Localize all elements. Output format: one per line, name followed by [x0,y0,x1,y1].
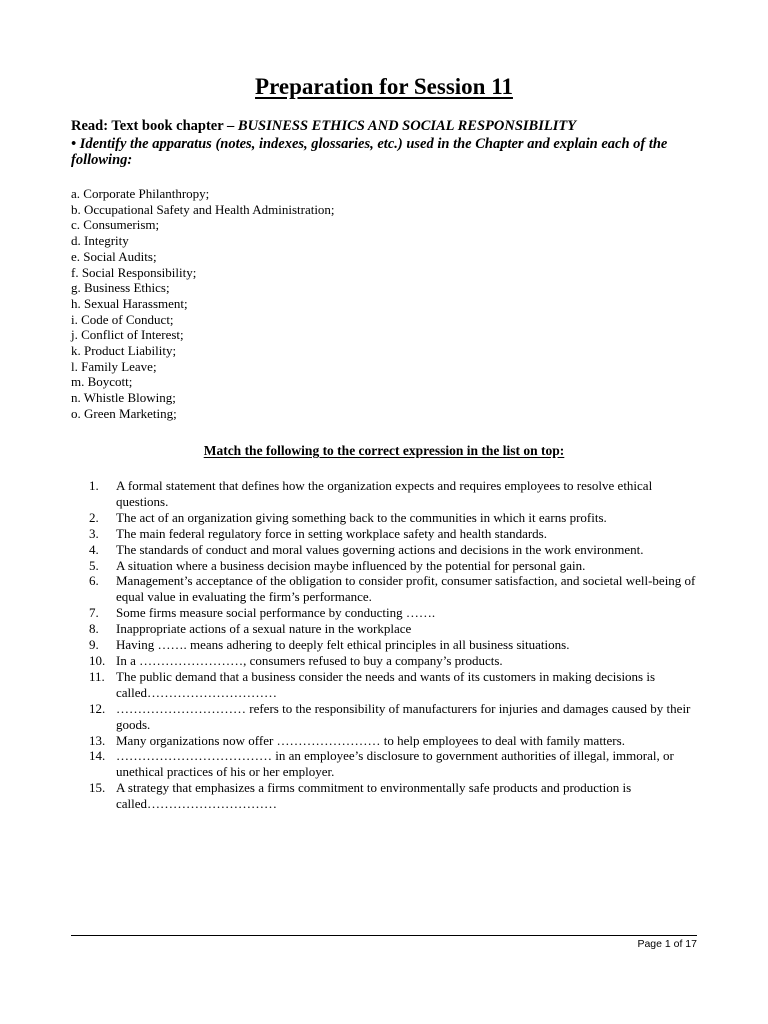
read-label: Read: Text book chapter – [71,118,238,134]
term-item: c. Consumerism; [71,217,160,233]
page-title-text: Preparation for Session 11 [255,74,513,99]
question-item [89,621,703,637]
term-item: f. Social Responsibility; [71,264,197,280]
question-item [89,526,703,542]
question-item [89,780,703,812]
question-number: 6. [89,573,99,589]
question-text: The standards of conduct and moral values governing actions and decisions in the work environment. [116,541,644,557]
chapter-topic: BUSINESS ETHICS AND SOCIAL RESPONSIBILITY [237,118,577,134]
term-item: d. Integrity [71,233,129,249]
question-text: Management’s acceptance of the obligation to consider profit, consumer satisfaction, and societal well-being of equal value in evaluating the firm’s performance. [116,573,696,605]
term-item: i. Code of Conduct; [71,311,174,327]
question-number: 7. [89,605,99,621]
question-text: Many organizations now offer …………………… to help employees to deal with family matters. [116,732,625,748]
reading-assignment [71,118,576,135]
footer-divider [71,935,697,936]
question-text: The act of an organization giving something back to the communities in which it earns profits. [116,509,607,525]
question-number: 1. [89,478,99,493]
questions-list [89,478,703,812]
question-text: Some firms measure social performance by conducting ……. [116,605,436,621]
question-item [89,748,703,780]
question-item [89,542,703,558]
question-number: 11. [89,668,105,684]
question-item [89,573,703,605]
question-number: 12. [89,700,106,716]
question-text: A formal statement that defines how the organization expects and requires employees to resolve ethical questions. [116,478,653,509]
term-item: b. Occupational Safety and Health Administration; [71,201,335,217]
question-text: The public demand that a business consider the needs and wants of its customers in making decisions is called………………………… [116,668,656,700]
term-item: n. Whistle Blowing; [71,390,176,406]
term-item: g. Business Ethics; [71,280,170,296]
question-text: A situation where a business decision maybe influenced by the potential for personal gain. [116,557,586,573]
question-item [89,653,703,669]
question-text: In a ……………………, consumers refused to buy a company’s products. [116,652,503,668]
question-text: ……………………………… in an employee’s disclosure to government authorities of illegal, immoral, or unethical practices of his or her employer. [116,748,674,780]
question-number: 9. [89,637,99,653]
question-number: 14. [89,748,106,764]
term-item: j. Conflict of Interest; [71,327,184,343]
question-number: 5. [89,557,99,573]
question-item [89,733,703,749]
question-number: 3. [89,525,99,541]
question-number: 13. [89,732,106,748]
question-number: 8. [89,621,99,637]
terms-list [71,186,335,422]
question-text: The main federal regulatory force in setting workplace safety and health standards. [116,525,547,541]
term-item: e. Social Audits; [71,248,157,264]
question-item [89,605,703,621]
question-item [89,510,703,526]
question-item [89,637,703,653]
term-item: o. Green Marketing; [71,405,177,421]
term-item: l. Family Leave; [71,358,157,374]
term-item: k. Product Liability; [71,343,177,359]
question-item [89,478,703,510]
match-heading [0,443,768,459]
question-item [89,701,703,733]
question-number: 10. [89,652,106,668]
question-number: 2. [89,509,99,525]
question-text: Having ……. means adhering to deeply felt ethical principles in all business situations. [116,637,570,653]
question-text: Inappropriate actions of a sexual nature in the workplace [116,621,412,637]
instruction-text: • Identify the apparatus (notes, indexes, glossaries, etc.) used in the Chapter and explain each of the following: [71,136,668,168]
question-number: 4. [89,541,99,557]
term-item: m. Boycott; [71,374,133,390]
question-item [89,669,703,701]
page-number: Page 1 of 17 [637,938,697,950]
question-number: 15. [89,780,106,796]
match-heading-text: Match the following to the correct expression in the list on top: [203,443,565,458]
question-text: ………………………… refers to the responsibility of manufacturers for injuries and damages caused by their goods. [116,700,691,732]
question-text: A strategy that emphasizes a firms commitment to environmentally safe products and production is called………………………… [116,780,632,812]
question-item [89,558,703,574]
page-title [0,74,768,100]
term-item: h. Sexual Harassment; [71,295,188,311]
term-item: a. Corporate Philanthropy; [71,186,210,201]
